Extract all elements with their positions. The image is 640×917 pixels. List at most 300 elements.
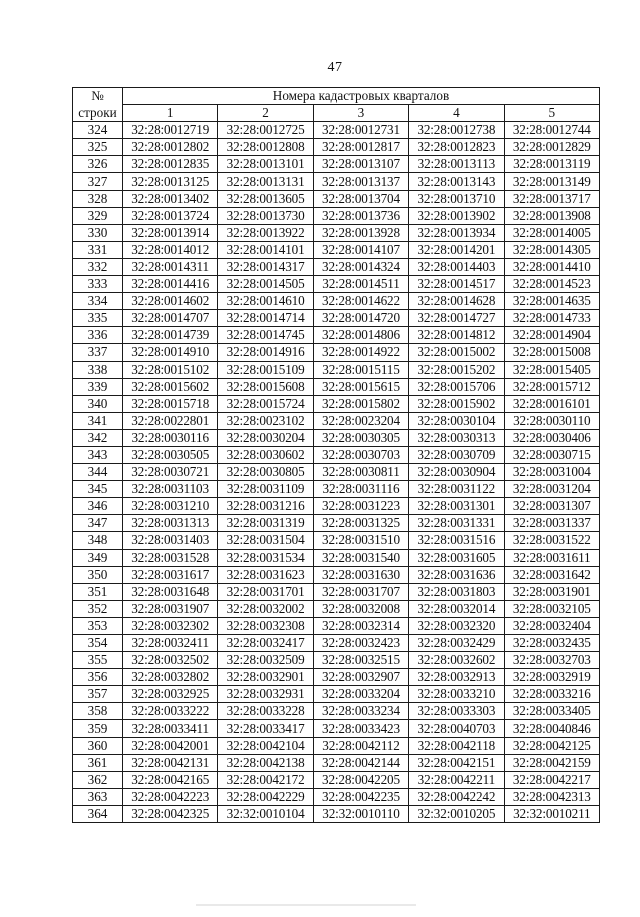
row-number-cell: 347 <box>73 515 123 532</box>
cadastral-number-cell: 32:28:0032515 <box>313 652 408 669</box>
table-row <box>73 464 600 481</box>
cadastral-number-cell: 32:28:0014635 <box>504 293 599 310</box>
cadastral-number-cell: 32:28:0032002 <box>218 600 313 617</box>
cadastral-number-cell: 32:28:0042217 <box>504 771 599 788</box>
cadastral-number-cell: 32:28:0030709 <box>409 446 504 463</box>
cadastral-number-cell: 32:28:0042235 <box>313 788 408 805</box>
cadastral-number-cell: 32:28:0032423 <box>313 635 408 652</box>
cadastral-number-cell: 32:28:0013402 <box>123 190 218 207</box>
row-number-cell: 325 <box>73 139 123 156</box>
cadastral-number-cell: 32:28:0013143 <box>409 173 504 190</box>
cadastral-number-cell: 32:28:0014305 <box>504 241 599 258</box>
row-number-cell: 353 <box>73 617 123 634</box>
table-row <box>73 515 600 532</box>
table-row <box>73 788 600 805</box>
cadastral-number-cell: 32:32:0010110 <box>313 805 408 822</box>
row-number-cell: 345 <box>73 481 123 498</box>
cadastral-number-cell: 32:28:0030602 <box>218 446 313 463</box>
cadastral-number-cell: 32:28:0033405 <box>504 703 599 720</box>
table-row <box>73 583 600 600</box>
cadastral-number-cell: 32:28:0040703 <box>409 720 504 737</box>
cadastral-number-cell: 32:28:0014916 <box>218 344 313 361</box>
cadastral-number-cell: 32:28:0030406 <box>504 429 599 446</box>
cadastral-number-cell: 32:28:0013902 <box>409 207 504 224</box>
cadastral-number-cell: 32:28:0014610 <box>218 293 313 310</box>
cadastral-number-cell: 32:28:0031103 <box>123 481 218 498</box>
table-row <box>73 805 600 822</box>
cadastral-number-cell: 32:28:0014311 <box>123 258 218 275</box>
cadastral-number-cell: 32:28:0013137 <box>313 173 408 190</box>
cadastral-number-cell: 32:28:0012738 <box>409 122 504 139</box>
cadastral-number-cell: 32:28:0014714 <box>218 310 313 327</box>
header-row-top <box>73 88 600 105</box>
cadastral-number-cell: 32:28:0014622 <box>313 293 408 310</box>
page-number: 47 <box>327 60 343 75</box>
cadastral-number-cell: 32:28:0014101 <box>218 241 313 258</box>
cadastral-number-cell: 32:28:0042205 <box>313 771 408 788</box>
cadastral-number-cell: 32:28:0014005 <box>504 224 599 241</box>
table-row <box>73 361 600 378</box>
cadastral-number-cell: 32:28:0015202 <box>409 361 504 378</box>
cadastral-number-cell: 32:28:0032901 <box>218 669 313 686</box>
scan-margin-line <box>196 904 416 906</box>
cadastral-number-cell: 32:28:0013717 <box>504 190 599 207</box>
cadastral-number-cell: 32:28:0015405 <box>504 361 599 378</box>
table-row <box>73 412 600 429</box>
table-row <box>73 635 600 652</box>
cadastral-number-cell: 32:28:0031204 <box>504 481 599 498</box>
cadastral-number-cell: 32:28:0032417 <box>218 635 313 652</box>
cadastral-number-cell: 32:28:0015712 <box>504 378 599 395</box>
table-row <box>73 754 600 771</box>
cadastral-number-cell: 32:28:0030104 <box>409 412 504 429</box>
table-header <box>73 88 600 122</box>
cadastral-number-cell: 32:28:0042242 <box>409 788 504 805</box>
cadastral-number-cell: 32:28:0014739 <box>123 327 218 344</box>
row-number-header-bottom: строки <box>73 105 123 122</box>
cadastral-number-cell: 32:28:0032435 <box>504 635 599 652</box>
cadastral-number-cell: 32:28:0031403 <box>123 532 218 549</box>
column-header-5: 5 <box>504 105 599 122</box>
cadastral-number-cell: 32:28:0031528 <box>123 549 218 566</box>
cadastral-number-cell: 32:28:0031313 <box>123 515 218 532</box>
cadastral-number-cell: 32:28:0012731 <box>313 122 408 139</box>
cadastral-number-cell: 32:28:0015615 <box>313 378 408 395</box>
cadastral-number-cell: 32:28:0015008 <box>504 344 599 361</box>
cadastral-number-cell: 32:28:0030715 <box>504 446 599 463</box>
row-number-cell: 343 <box>73 446 123 463</box>
row-number-cell: 346 <box>73 498 123 515</box>
cadastral-number-cell: 32:28:0032404 <box>504 617 599 634</box>
cadastral-number-cell: 32:28:0031504 <box>218 532 313 549</box>
row-number-cell: 339 <box>73 378 123 395</box>
cadastral-number-cell: 32:28:0014707 <box>123 310 218 327</box>
cadastral-number-cell: 32:28:0033204 <box>313 686 408 703</box>
cadastral-number-cell: 32:28:0032919 <box>504 669 599 686</box>
cadastral-number-cell: 32:28:0031642 <box>504 566 599 583</box>
cadastral-number-cell: 32:28:0012829 <box>504 139 599 156</box>
cadastral-number-cell: 32:32:0010104 <box>218 805 313 822</box>
cadastral-number-cell: 32:28:0014904 <box>504 327 599 344</box>
cadastral-number-cell: 32:28:0031707 <box>313 583 408 600</box>
cadastral-number-cell: 32:28:0031803 <box>409 583 504 600</box>
cadastral-number-cell: 32:28:0033303 <box>409 703 504 720</box>
cadastral-number-cell: 32:28:0032703 <box>504 652 599 669</box>
table-row <box>73 310 600 327</box>
cadastral-number-cell: 32:28:0042172 <box>218 771 313 788</box>
cadastral-number-cell: 32:28:0014628 <box>409 293 504 310</box>
cadastral-number-cell: 32:28:0016101 <box>504 395 599 412</box>
cadastral-number-cell: 32:28:0031648 <box>123 583 218 600</box>
cadastral-number-cell: 32:28:0014733 <box>504 310 599 327</box>
cadastral-number-cell: 32:28:0013113 <box>409 156 504 173</box>
cadastral-number-cell: 32:28:0014201 <box>409 241 504 258</box>
cadastral-number-cell: 32:28:0014745 <box>218 327 313 344</box>
table-row <box>73 600 600 617</box>
cadastral-number-cell: 32:28:0015718 <box>123 395 218 412</box>
cadastral-number-cell: 32:28:0013908 <box>504 207 599 224</box>
cadastral-number-cell: 32:28:0012802 <box>123 139 218 156</box>
table-row <box>73 669 600 686</box>
cadastral-number-cell: 32:28:0032802 <box>123 669 218 686</box>
table-row <box>73 429 600 446</box>
cadastral-number-cell: 32:28:0023204 <box>313 412 408 429</box>
cadastral-number-cell: 32:28:0022801 <box>123 412 218 429</box>
cadastral-number-cell: 32:28:0014910 <box>123 344 218 361</box>
row-number-cell: 360 <box>73 737 123 754</box>
table-row <box>73 771 600 788</box>
cadastral-number-cell: 32:28:0042229 <box>218 788 313 805</box>
cadastral-number-cell: 32:28:0032014 <box>409 600 504 617</box>
cadastral-number-cell: 32:28:0030721 <box>123 464 218 481</box>
cadastral-number-cell: 32:28:0013149 <box>504 173 599 190</box>
cadastral-number-cell: 32:28:0030505 <box>123 446 218 463</box>
cadastral-number-cell: 32:28:0031109 <box>218 481 313 498</box>
row-number-cell: 336 <box>73 327 123 344</box>
cadastral-number-cell: 32:28:0014012 <box>123 241 218 258</box>
table-row <box>73 276 600 293</box>
cadastral-number-cell: 32:28:0015724 <box>218 395 313 412</box>
cadastral-number-cell: 32:28:0013710 <box>409 190 504 207</box>
cadastral-number-cell: 32:28:0014324 <box>313 258 408 275</box>
cadastral-number-cell: 32:28:0032320 <box>409 617 504 634</box>
cadastral-number-cell: 32:28:0030204 <box>218 429 313 446</box>
cadastral-number-cell: 32:28:0012744 <box>504 122 599 139</box>
column-header-3: 3 <box>313 105 408 122</box>
cadastral-number-cell: 32:28:0015902 <box>409 395 504 412</box>
row-number-cell: 354 <box>73 635 123 652</box>
cadastral-number-cell: 32:28:0030703 <box>313 446 408 463</box>
cadastral-number-cell: 32:28:0042112 <box>313 737 408 754</box>
cadastral-number-cell: 32:28:0031116 <box>313 481 408 498</box>
row-number-cell: 341 <box>73 412 123 429</box>
cadastral-number-cell: 32:28:0032502 <box>123 652 218 669</box>
table-row <box>73 737 600 754</box>
cadastral-number-cell: 32:28:0030805 <box>218 464 313 481</box>
cadastral-number-cell: 32:28:0030305 <box>313 429 408 446</box>
cadastral-number-cell: 32:28:0040846 <box>504 720 599 737</box>
row-number-cell: 348 <box>73 532 123 549</box>
cadastral-number-cell: 32:28:0042211 <box>409 771 504 788</box>
table-row <box>73 617 600 634</box>
cadastral-number-cell: 32:28:0031122 <box>409 481 504 498</box>
table-row <box>73 652 600 669</box>
cadastral-number-cell: 32:28:0014812 <box>409 327 504 344</box>
cadastral-number-cell: 32:28:0013101 <box>218 156 313 173</box>
cadastral-number-cell: 32:28:0042001 <box>123 737 218 754</box>
table-row <box>73 190 600 207</box>
cadastral-number-cell: 32:28:0031540 <box>313 549 408 566</box>
cadastral-number-cell: 32:28:0042131 <box>123 754 218 771</box>
cadastral-number-cell: 32:28:0030313 <box>409 429 504 446</box>
cadastral-number-cell: 32:28:0031307 <box>504 498 599 515</box>
table-body <box>73 122 600 823</box>
cadastral-number-cell: 32:28:0032105 <box>504 600 599 617</box>
table-row <box>73 122 600 139</box>
cadastral-number-cell: 32:28:0015102 <box>123 361 218 378</box>
table-row <box>73 241 600 258</box>
cadastral-number-cell: 32:28:0015002 <box>409 344 504 361</box>
cadastral-number-cell: 32:28:0013125 <box>123 173 218 190</box>
cadastral-number-cell: 32:28:0033234 <box>313 703 408 720</box>
cadastral-number-cell: 32:28:0031210 <box>123 498 218 515</box>
cadastral-number-cell: 32:28:0030110 <box>504 412 599 429</box>
table-row <box>73 549 600 566</box>
cadastral-number-cell: 32:28:0013119 <box>504 156 599 173</box>
cadastral-number-cell: 32:28:0031636 <box>409 566 504 583</box>
cadastral-number-cell: 32:28:0031319 <box>218 515 313 532</box>
row-number-cell: 326 <box>73 156 123 173</box>
cadastral-number-cell: 32:28:0031337 <box>504 515 599 532</box>
cadastral-number-cell: 32:28:0014727 <box>409 310 504 327</box>
cadastral-number-cell: 32:28:0014720 <box>313 310 408 327</box>
quarters-group-header: Номера кадастровых кварталов <box>123 88 600 105</box>
cadastral-number-cell: 32:28:0012719 <box>123 122 218 139</box>
cadastral-number-cell: 32:28:0014107 <box>313 241 408 258</box>
cadastral-number-cell: 32:28:0014505 <box>218 276 313 293</box>
row-number-cell: 333 <box>73 276 123 293</box>
cadastral-number-cell: 32:28:0042313 <box>504 788 599 805</box>
row-number-cell: 344 <box>73 464 123 481</box>
row-number-cell: 352 <box>73 600 123 617</box>
cadastral-number-cell: 32:28:0014416 <box>123 276 218 293</box>
table-container <box>72 87 600 823</box>
cadastral-number-cell: 32:28:0042151 <box>409 754 504 771</box>
cadastral-number-cell: 32:28:0013736 <box>313 207 408 224</box>
row-number-cell: 331 <box>73 241 123 258</box>
cadastral-number-cell: 32:28:0033417 <box>218 720 313 737</box>
cadastral-number-cell: 32:28:0015802 <box>313 395 408 412</box>
cadastral-number-cell: 32:28:0014403 <box>409 258 504 275</box>
row-number-cell: 363 <box>73 788 123 805</box>
cadastral-number-cell: 32:28:0030904 <box>409 464 504 481</box>
cadastral-number-cell: 32:28:0015602 <box>123 378 218 395</box>
cadastral-number-cell: 32:28:0042118 <box>409 737 504 754</box>
table-row <box>73 293 600 310</box>
cadastral-number-cell: 32:28:0013107 <box>313 156 408 173</box>
cadastral-number-cell: 32:28:0032931 <box>218 686 313 703</box>
cadastral-number-cell: 32:28:0042159 <box>504 754 599 771</box>
cadastral-number-cell: 32:28:0014806 <box>313 327 408 344</box>
cadastral-number-cell: 32:28:0012808 <box>218 139 313 156</box>
table-row <box>73 327 600 344</box>
cadastral-number-cell: 32:28:0013724 <box>123 207 218 224</box>
table-row <box>73 139 600 156</box>
cadastral-number-cell: 32:28:0033411 <box>123 720 218 737</box>
cadastral-number-cell: 32:28:0032008 <box>313 600 408 617</box>
cadastral-number-cell: 32:28:0032411 <box>123 635 218 652</box>
cadastral-number-cell: 32:28:0031617 <box>123 566 218 583</box>
cadastral-number-cell: 32:28:0042144 <box>313 754 408 771</box>
cadastral-number-cell: 32:28:0033210 <box>409 686 504 703</box>
row-number-cell: 358 <box>73 703 123 720</box>
cadastral-number-cell: 32:28:0032925 <box>123 686 218 703</box>
table-row <box>73 258 600 275</box>
cadastral-number-cell: 32:28:0031325 <box>313 515 408 532</box>
cadastral-number-cell: 32:28:0042138 <box>218 754 313 771</box>
cadastral-number-cell: 32:28:0032913 <box>409 669 504 686</box>
cadastral-number-cell: 32:28:0015706 <box>409 378 504 395</box>
cadastral-number-cell: 32:28:0032308 <box>218 617 313 634</box>
cadastral-number-cell: 32:28:0031522 <box>504 532 599 549</box>
cadastral-number-cell: 32:28:0042325 <box>123 805 218 822</box>
cadastral-number-cell: 32:28:0013605 <box>218 190 313 207</box>
cadastral-number-cell: 32:28:0031223 <box>313 498 408 515</box>
row-number-cell: 357 <box>73 686 123 703</box>
cadastral-number-cell: 32:28:0014523 <box>504 276 599 293</box>
cadastral-number-cell: 32:28:0023102 <box>218 412 313 429</box>
row-number-cell: 351 <box>73 583 123 600</box>
row-number-cell: 356 <box>73 669 123 686</box>
column-header-1: 1 <box>123 105 218 122</box>
row-number-cell: 361 <box>73 754 123 771</box>
cadastral-number-cell: 32:28:0032907 <box>313 669 408 686</box>
table-row <box>73 378 600 395</box>
cadastral-number-cell: 32:28:0042125 <box>504 737 599 754</box>
cadastral-number-cell: 32:28:0033222 <box>123 703 218 720</box>
cadastral-number-cell: 32:28:0033423 <box>313 720 408 737</box>
cadastral-quarters-table <box>72 87 600 823</box>
table-row <box>73 498 600 515</box>
row-number-cell: 327 <box>73 173 123 190</box>
table-row <box>73 344 600 361</box>
row-number-cell: 364 <box>73 805 123 822</box>
table-row <box>73 446 600 463</box>
cadastral-number-cell: 32:28:0031216 <box>218 498 313 515</box>
cadastral-number-cell: 32:28:0012835 <box>123 156 218 173</box>
cadastral-number-cell: 32:32:0010211 <box>504 805 599 822</box>
cadastral-number-cell: 32:28:0013704 <box>313 190 408 207</box>
row-number-header-top: № <box>73 88 123 105</box>
cadastral-number-cell: 32:28:0031901 <box>504 583 599 600</box>
cadastral-number-cell: 32:28:0033228 <box>218 703 313 720</box>
cadastral-number-cell: 32:28:0015115 <box>313 361 408 378</box>
cadastral-number-cell: 32:28:0031516 <box>409 532 504 549</box>
cadastral-number-cell: 32:28:0031301 <box>409 498 504 515</box>
row-number-cell: 355 <box>73 652 123 669</box>
cadastral-number-cell: 32:28:0031611 <box>504 549 599 566</box>
cadastral-number-cell: 32:28:0031701 <box>218 583 313 600</box>
cadastral-number-cell: 32:28:0013922 <box>218 224 313 241</box>
row-number-cell: 359 <box>73 720 123 737</box>
cadastral-number-cell: 32:28:0013730 <box>218 207 313 224</box>
cadastral-number-cell: 32:28:0031907 <box>123 600 218 617</box>
cadastral-number-cell: 32:28:0032602 <box>409 652 504 669</box>
cadastral-number-cell: 32:28:0033216 <box>504 686 599 703</box>
cadastral-number-cell: 32:28:0031605 <box>409 549 504 566</box>
column-header-2: 2 <box>218 105 313 122</box>
row-number-cell: 335 <box>73 310 123 327</box>
cadastral-number-cell: 32:28:0014602 <box>123 293 218 310</box>
cadastral-number-cell: 32:28:0032429 <box>409 635 504 652</box>
table-row <box>73 156 600 173</box>
cadastral-number-cell: 32:28:0015608 <box>218 378 313 395</box>
row-number-cell: 324 <box>73 122 123 139</box>
row-number-cell: 332 <box>73 258 123 275</box>
row-number-cell: 342 <box>73 429 123 446</box>
cadastral-number-cell: 32:28:0014517 <box>409 276 504 293</box>
header-row-bottom <box>73 105 600 122</box>
table-row <box>73 395 600 412</box>
cadastral-number-cell: 32:28:0031534 <box>218 549 313 566</box>
cadastral-number-cell: 32:28:0031630 <box>313 566 408 583</box>
table-row <box>73 566 600 583</box>
cadastral-number-cell: 32:28:0015109 <box>218 361 313 378</box>
row-number-cell: 330 <box>73 224 123 241</box>
cadastral-number-cell: 32:28:0013934 <box>409 224 504 241</box>
cadastral-number-cell: 32:28:0013928 <box>313 224 408 241</box>
cadastral-number-cell: 32:28:0014922 <box>313 344 408 361</box>
cadastral-number-cell: 32:28:0014410 <box>504 258 599 275</box>
row-number-cell: 328 <box>73 190 123 207</box>
cadastral-number-cell: 32:28:0031331 <box>409 515 504 532</box>
cadastral-number-cell: 32:28:0014511 <box>313 276 408 293</box>
row-number-cell: 329 <box>73 207 123 224</box>
row-number-cell: 350 <box>73 566 123 583</box>
cadastral-number-cell: 32:32:0010205 <box>409 805 504 822</box>
cadastral-number-cell: 32:28:0031623 <box>218 566 313 583</box>
column-header-4: 4 <box>409 105 504 122</box>
cadastral-number-cell: 32:28:0030811 <box>313 464 408 481</box>
cadastral-number-cell: 32:28:0013914 <box>123 224 218 241</box>
row-number-cell: 349 <box>73 549 123 566</box>
cadastral-number-cell: 32:28:0032509 <box>218 652 313 669</box>
cadastral-number-cell: 32:28:0030116 <box>123 429 218 446</box>
cadastral-number-cell: 32:28:0012823 <box>409 139 504 156</box>
table-row <box>73 173 600 190</box>
cadastral-number-cell: 32:28:0042223 <box>123 788 218 805</box>
row-number-cell: 340 <box>73 395 123 412</box>
cadastral-number-cell: 32:28:0014317 <box>218 258 313 275</box>
table-row <box>73 686 600 703</box>
row-number-cell: 334 <box>73 293 123 310</box>
table-row <box>73 481 600 498</box>
table-row <box>73 703 600 720</box>
cadastral-number-cell: 32:28:0012725 <box>218 122 313 139</box>
cadastral-number-cell: 32:28:0031004 <box>504 464 599 481</box>
row-number-cell: 362 <box>73 771 123 788</box>
cadastral-number-cell: 32:28:0031510 <box>313 532 408 549</box>
table-row <box>73 720 600 737</box>
cadastral-number-cell: 32:28:0032302 <box>123 617 218 634</box>
row-number-cell: 338 <box>73 361 123 378</box>
cadastral-number-cell: 32:28:0012817 <box>313 139 408 156</box>
cadastral-number-cell: 32:28:0042104 <box>218 737 313 754</box>
table-row <box>73 207 600 224</box>
cadastral-number-cell: 32:28:0013131 <box>218 173 313 190</box>
table-row <box>73 224 600 241</box>
cadastral-number-cell: 32:28:0042165 <box>123 771 218 788</box>
